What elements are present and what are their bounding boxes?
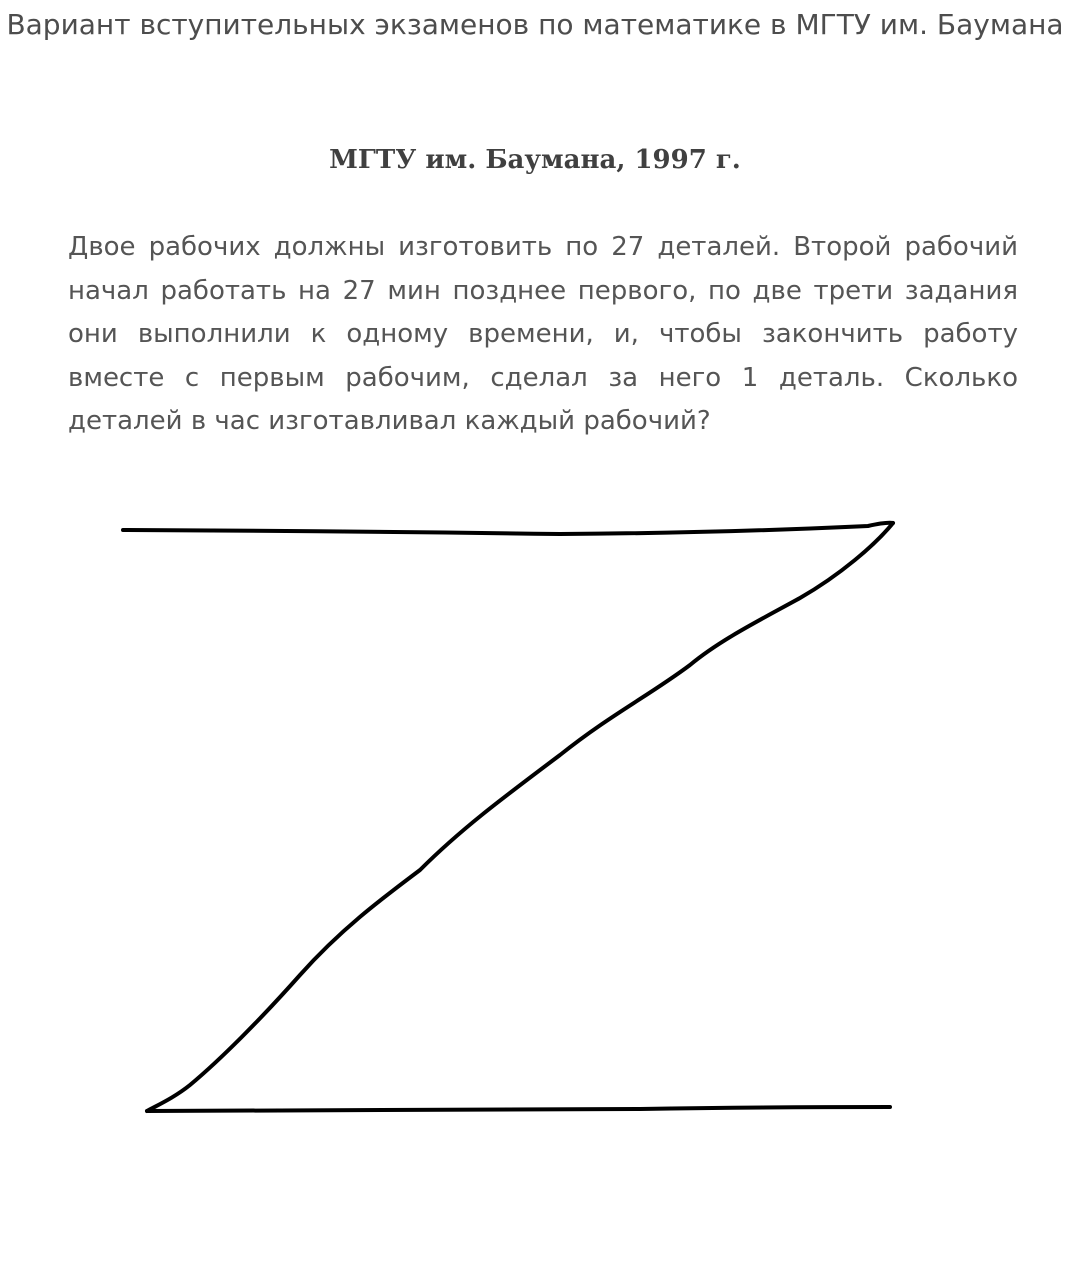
z-diagonal-stroke (147, 523, 893, 1111)
exam-subtitle: МГТУ им. Баумана, 1997 г. (329, 145, 741, 175)
z-top-stroke (123, 523, 893, 534)
page-title: Вариант вступительных экзаменов по математике в МГТУ им. Баумана (6, 8, 1064, 41)
z-bottom-stroke (147, 1107, 890, 1111)
problem-text: Двое рабочих должны изготовить по 27 деталей. Второй рабочий начал работать на 27 мин позднее первого, по две трети задания они выполнили к одному времени, и, чтобы закончить работу вместе с первым рабочим, сделал за него 1 деталь. Сколько деталей в час изготавливал каждый рабочий? (68, 232, 1018, 436)
